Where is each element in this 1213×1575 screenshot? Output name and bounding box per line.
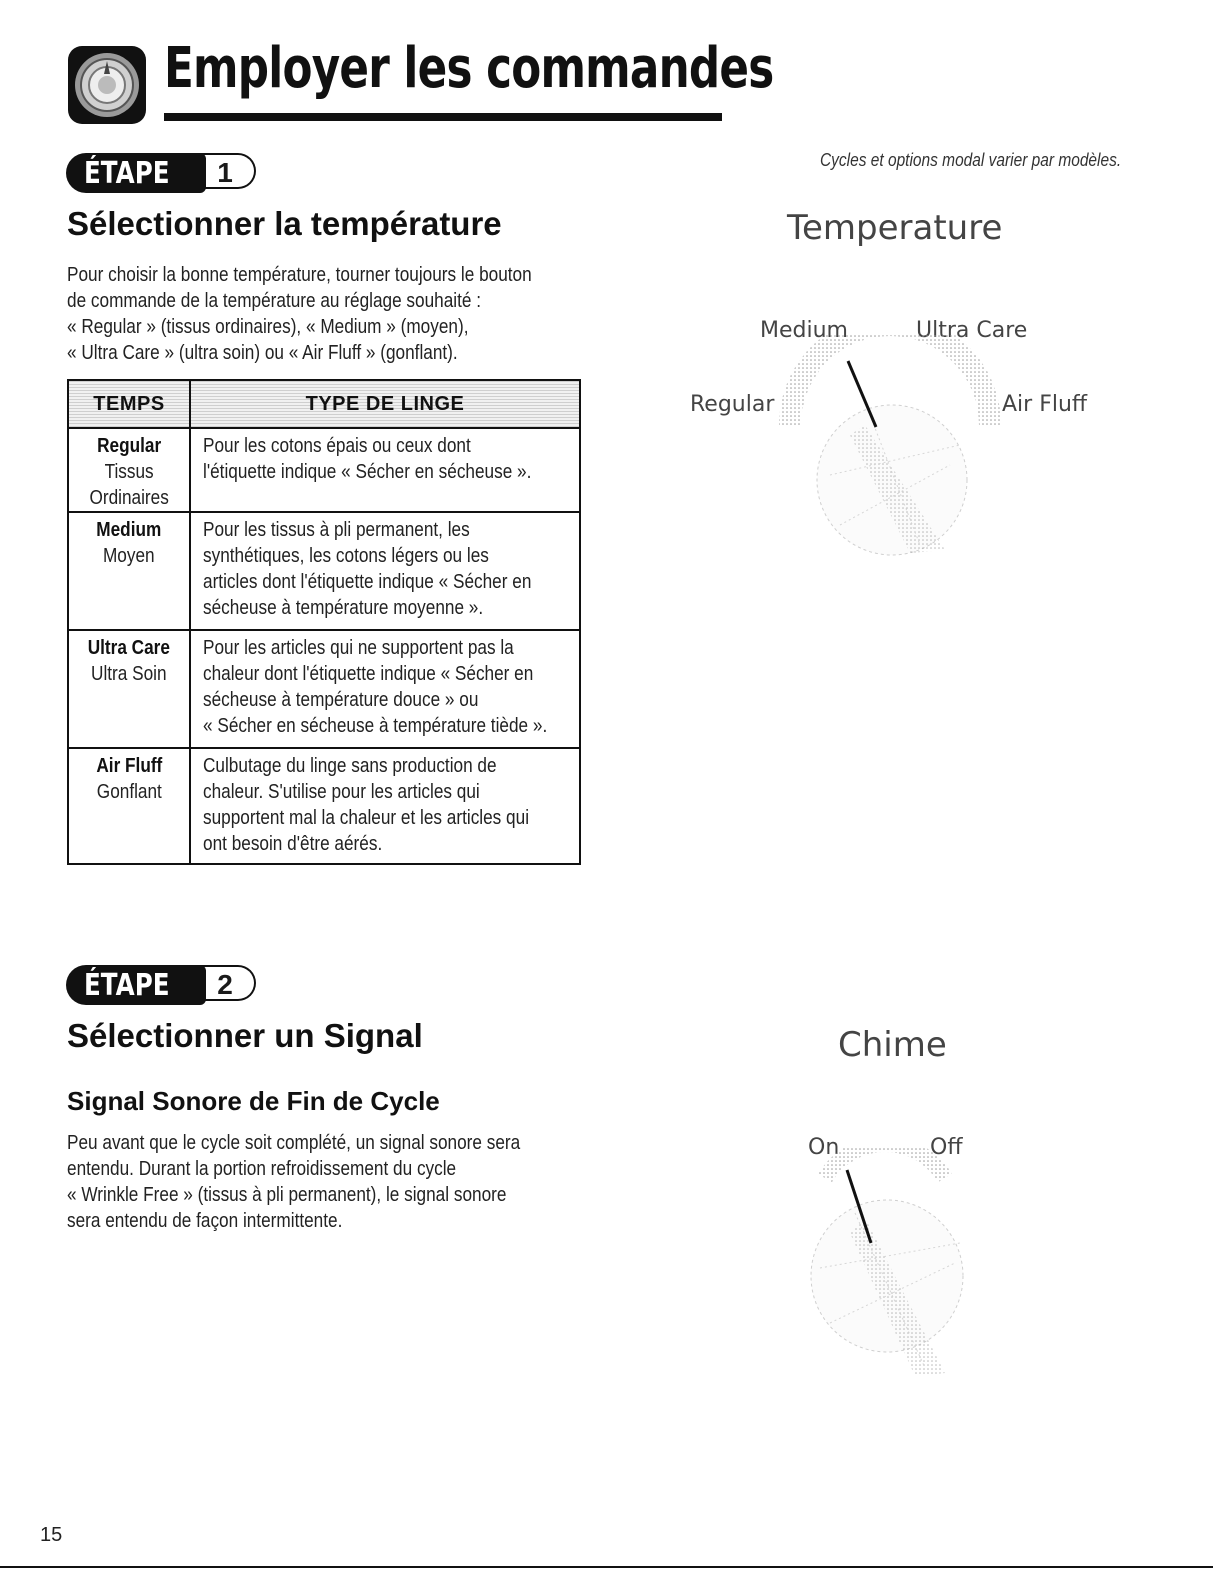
description-line: l'étiquette indique « Sécher en sécheuse ». — [203, 461, 532, 483]
step-1-badge — [66, 153, 266, 193]
description-line: Pour les articles qui ne supportent pas la — [203, 637, 514, 659]
description-line: Culbutage du linge sans production de — [203, 755, 497, 777]
intro-line: « Regular » (tissus ordinaires), « Medium » (moyen), — [67, 316, 469, 338]
chime-knob-icon — [795, 1148, 985, 1388]
description-line: chaleur dont l'étiquette indique « Sécher en — [203, 663, 534, 685]
temperature-knob-icon — [770, 335, 1010, 575]
control-knob-icon — [66, 44, 148, 126]
temperature-table — [67, 379, 581, 865]
chime-dial-heading: Chime — [838, 1025, 947, 1065]
description-line: supportent mal la chaleur et les articles qui — [203, 807, 530, 829]
temp-name: Ultra Care — [87, 637, 171, 659]
models-note: Cycles et options modal varier par modèles. — [820, 150, 1122, 170]
step-2-subtitle: Signal Sonore de Fin de Cycle — [67, 1086, 440, 1116]
title-underline — [164, 113, 722, 121]
temp-translation: Tissus — [104, 461, 154, 483]
temp-translation: Gonflant — [96, 781, 162, 803]
description-line: articles dont l'étiquette indique « Sécher en — [203, 571, 532, 593]
table-header-row — [68, 380, 580, 428]
temp-name: Regular — [96, 435, 162, 457]
bottom-rule — [0, 1566, 1213, 1568]
temp-translation: Ordinaires — [89, 487, 169, 509]
step-number: 2 — [186, 965, 256, 1001]
step-1-title: Sélectionner la température — [67, 205, 502, 242]
column-header-temps: TEMPS — [68, 380, 190, 428]
intro-line: de commande de la température au réglage souhaité : — [67, 290, 482, 312]
table-row — [68, 428, 580, 512]
intro-line: Pour choisir la bonne température, tourner toujours le bouton — [67, 264, 532, 286]
description-line: Pour les tissus à pli permanent, les — [203, 519, 470, 541]
dial-label-ultra-care: Ultra Care — [916, 318, 1028, 343]
step-2-title: Sélectionner un Signal — [67, 1017, 423, 1054]
step-2-badge — [66, 965, 266, 1005]
temp-translation: Moyen — [103, 545, 155, 567]
step-number: 1 — [186, 153, 256, 189]
table-row — [68, 512, 580, 630]
temperature-dial-knob[interactable] — [770, 335, 1010, 580]
text-line: Peu avant que le cycle soit complété, un signal sonore sera — [67, 1132, 521, 1154]
description-line: chaleur. S'utilise pour les articles qui — [203, 781, 480, 803]
description-line: ont besoin d'être aérés. — [203, 833, 383, 855]
step-label: ÉTAPE — [84, 968, 170, 1003]
description-line: « Sécher en sécheuse à température tiède ». — [203, 715, 548, 737]
page-title: Employer les commandes — [164, 36, 774, 101]
text-line: sera entendu de façon intermittente. — [67, 1210, 343, 1232]
dial-label-medium: Medium — [760, 318, 848, 343]
dial-label-off: Off — [930, 1135, 963, 1160]
description-line: sécheuse à température douce » ou — [203, 689, 479, 711]
dial-label-regular: Regular — [690, 392, 775, 417]
description-line: synthétiques, les cotons légers ou les — [203, 545, 489, 567]
step-1-intro — [67, 262, 583, 366]
step-2-text — [67, 1130, 583, 1234]
temp-name: Medium — [96, 519, 162, 541]
temp-translation: Ultra Soin — [91, 663, 167, 685]
table-row — [68, 630, 580, 748]
temp-name: Air Fluff — [96, 755, 162, 777]
page-number: 15 — [40, 1524, 63, 1546]
text-line: « Wrinkle Free » (tissus à pli permanent), le signal sonore — [67, 1184, 507, 1206]
chime-dial-knob[interactable] — [795, 1148, 985, 1393]
table-row — [68, 748, 580, 864]
dial-label-air-fluff: Air Fluff — [1002, 392, 1088, 417]
column-header-type-de-linge: TYPE DE LINGE — [190, 380, 580, 428]
description-line: Pour les cotons épais ou ceux dont — [203, 435, 471, 457]
dial-label-on: On — [808, 1135, 840, 1160]
text-line: entendu. Durant la portion refroidissement du cycle — [67, 1158, 457, 1180]
intro-line: « Ultra Care » (ultra soin) ou « Air Fluff » (gonflant). — [67, 342, 458, 364]
description-line: sécheuse à température moyenne ». — [203, 597, 484, 619]
temperature-dial-heading: Temperature — [787, 208, 1003, 248]
step-label: ÉTAPE — [84, 156, 170, 191]
